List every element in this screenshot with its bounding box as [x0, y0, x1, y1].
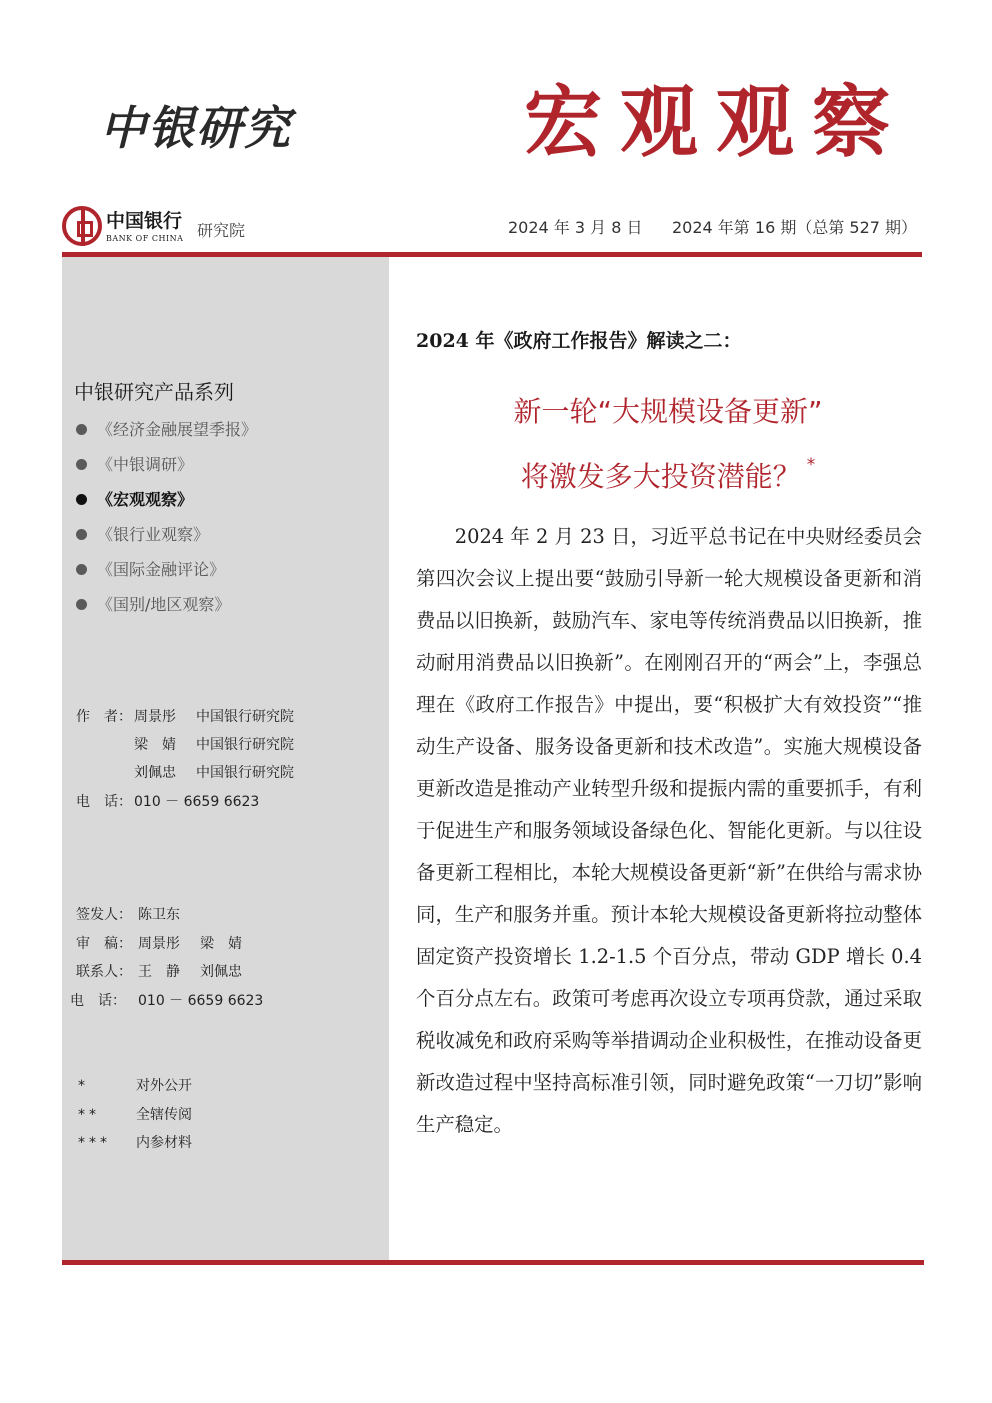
reviewer-label: 审 稿： — [76, 936, 132, 952]
contact-phone-row — [70, 990, 263, 1010]
classification-row — [78, 1075, 192, 1095]
footnote-mark: * — [806, 454, 816, 475]
authors-label: 作 者： — [76, 709, 132, 725]
article-subtitle: 2024 年《政府工作报告》解读之二： — [416, 330, 742, 352]
contact-name: 刘佩忠 — [200, 964, 242, 980]
reviewer-name: 梁 婧 — [200, 936, 242, 952]
author-org: 中国银行研究院 — [196, 709, 294, 725]
issue-date: 2024 年 3 月 8 日 — [508, 218, 643, 237]
summary-paragraph: 2024 年 2 月 23 日，习近平总书记在中央财经委员会第四次会议上提出要“鼓励引导新一轮大规模设备更新和消费品以旧换新，鼓励汽车、家电等传统消费品以旧换新，推动耐用消费品以旧换新”。在刚刚召开的“两会”上，李强总理在《政府工作报告》中提出，要“积极扩大有效投资”“推动生产设备、服务设备更新和技术改造”。实施大规模设备更新改造是推动产业转型升级和提振内需的重要抓手，有利于促进生产和服务领域设备绿色化、智能化更新。与以往设备更新工程相比，本轮大规模设备更新“新”在供给与需求协同，生产和服务并重。预计本轮大规模设备更新将拉动整体固定资产投资增长 1.2-1.5 个百分点，带动 GDP 增长 0.4 个百分点左右。政策可考虑再次设立专项再贷款，通过采取税收减免和政府采购等举措调动企业积极性，在推动设备更新改造过程中坚持高标准引领，同时避免政策“一刀切”影响生产稳定。 — [416, 525, 922, 1136]
product-item: 《中银调研》 — [76, 453, 257, 488]
series-title: 宏观观察 — [524, 77, 909, 168]
author-name: 周景彤 — [134, 709, 176, 725]
classification-stars: ** — [78, 1107, 100, 1123]
classification-row — [78, 1104, 192, 1124]
product-item: 《国别/地区观察》 — [76, 593, 257, 628]
contact-phone-label: 电 话： — [70, 993, 126, 1009]
contact-phone-number: 010 － 6659 6623 — [138, 993, 264, 1009]
bullet-icon — [76, 459, 87, 470]
brand-logo: 中银研究 — [100, 101, 292, 155]
bank-name-cn: 中国银行 — [106, 210, 183, 232]
product-list — [76, 418, 257, 628]
contact-row — [76, 961, 242, 981]
bottom-divider — [62, 1260, 924, 1265]
author-row — [76, 706, 294, 726]
product-item: 《经济金融展望季报》 — [76, 418, 257, 453]
product-item: 《银行业观察》 — [76, 523, 257, 558]
classification-stars: * — [78, 1078, 89, 1094]
bank-name-en: BANK OF CHINA — [106, 234, 184, 243]
bank-of-china-icon — [62, 206, 102, 246]
signer-row — [76, 904, 180, 924]
product-item-active: 《宏观观察》 — [76, 488, 257, 523]
author-name: 梁 婧 — [134, 737, 176, 753]
classification-label: 内参材料 — [136, 1135, 192, 1151]
classification-row — [78, 1132, 192, 1152]
phone-label: 电 话： — [76, 794, 132, 810]
issue-number: 2024 年第 16 期（总第 527 期） — [672, 218, 918, 237]
signer-name: 陈卫东 — [138, 907, 180, 923]
author-row — [76, 734, 294, 754]
signer-label: 签发人： — [76, 907, 132, 923]
headline-line-1: 新一轮“大规模设备更新” — [513, 395, 823, 428]
contact-name: 王 静 — [138, 964, 180, 980]
headline-line-2: 将激发多大投资潜能？ * — [520, 454, 816, 493]
bullet-icon — [76, 529, 87, 540]
author-org: 中国银行研究院 — [196, 737, 294, 753]
classification-stars: *** — [78, 1135, 111, 1151]
reviewer-row — [76, 933, 242, 953]
product-series-heading: 中银研究产品系列 — [74, 380, 234, 404]
reviewer-name: 周景彤 — [138, 936, 180, 952]
bullet-icon — [76, 424, 87, 435]
product-item: 《国际金融评论》 — [76, 558, 257, 593]
author-org: 中国银行研究院 — [196, 765, 294, 781]
contact-label: 联系人： — [76, 964, 132, 980]
institute-label: 研究院 — [197, 221, 246, 240]
bullet-icon — [76, 494, 87, 505]
bullet-icon — [76, 599, 87, 610]
classification-label: 对外公开 — [136, 1078, 192, 1094]
phone-number: 010 － 6659 6623 — [134, 794, 260, 810]
author-name: 刘佩忠 — [134, 765, 176, 781]
author-row — [76, 762, 294, 782]
classification-label: 全辖传阅 — [136, 1107, 192, 1123]
bullet-icon — [76, 564, 87, 575]
author-phone-row — [76, 791, 259, 811]
